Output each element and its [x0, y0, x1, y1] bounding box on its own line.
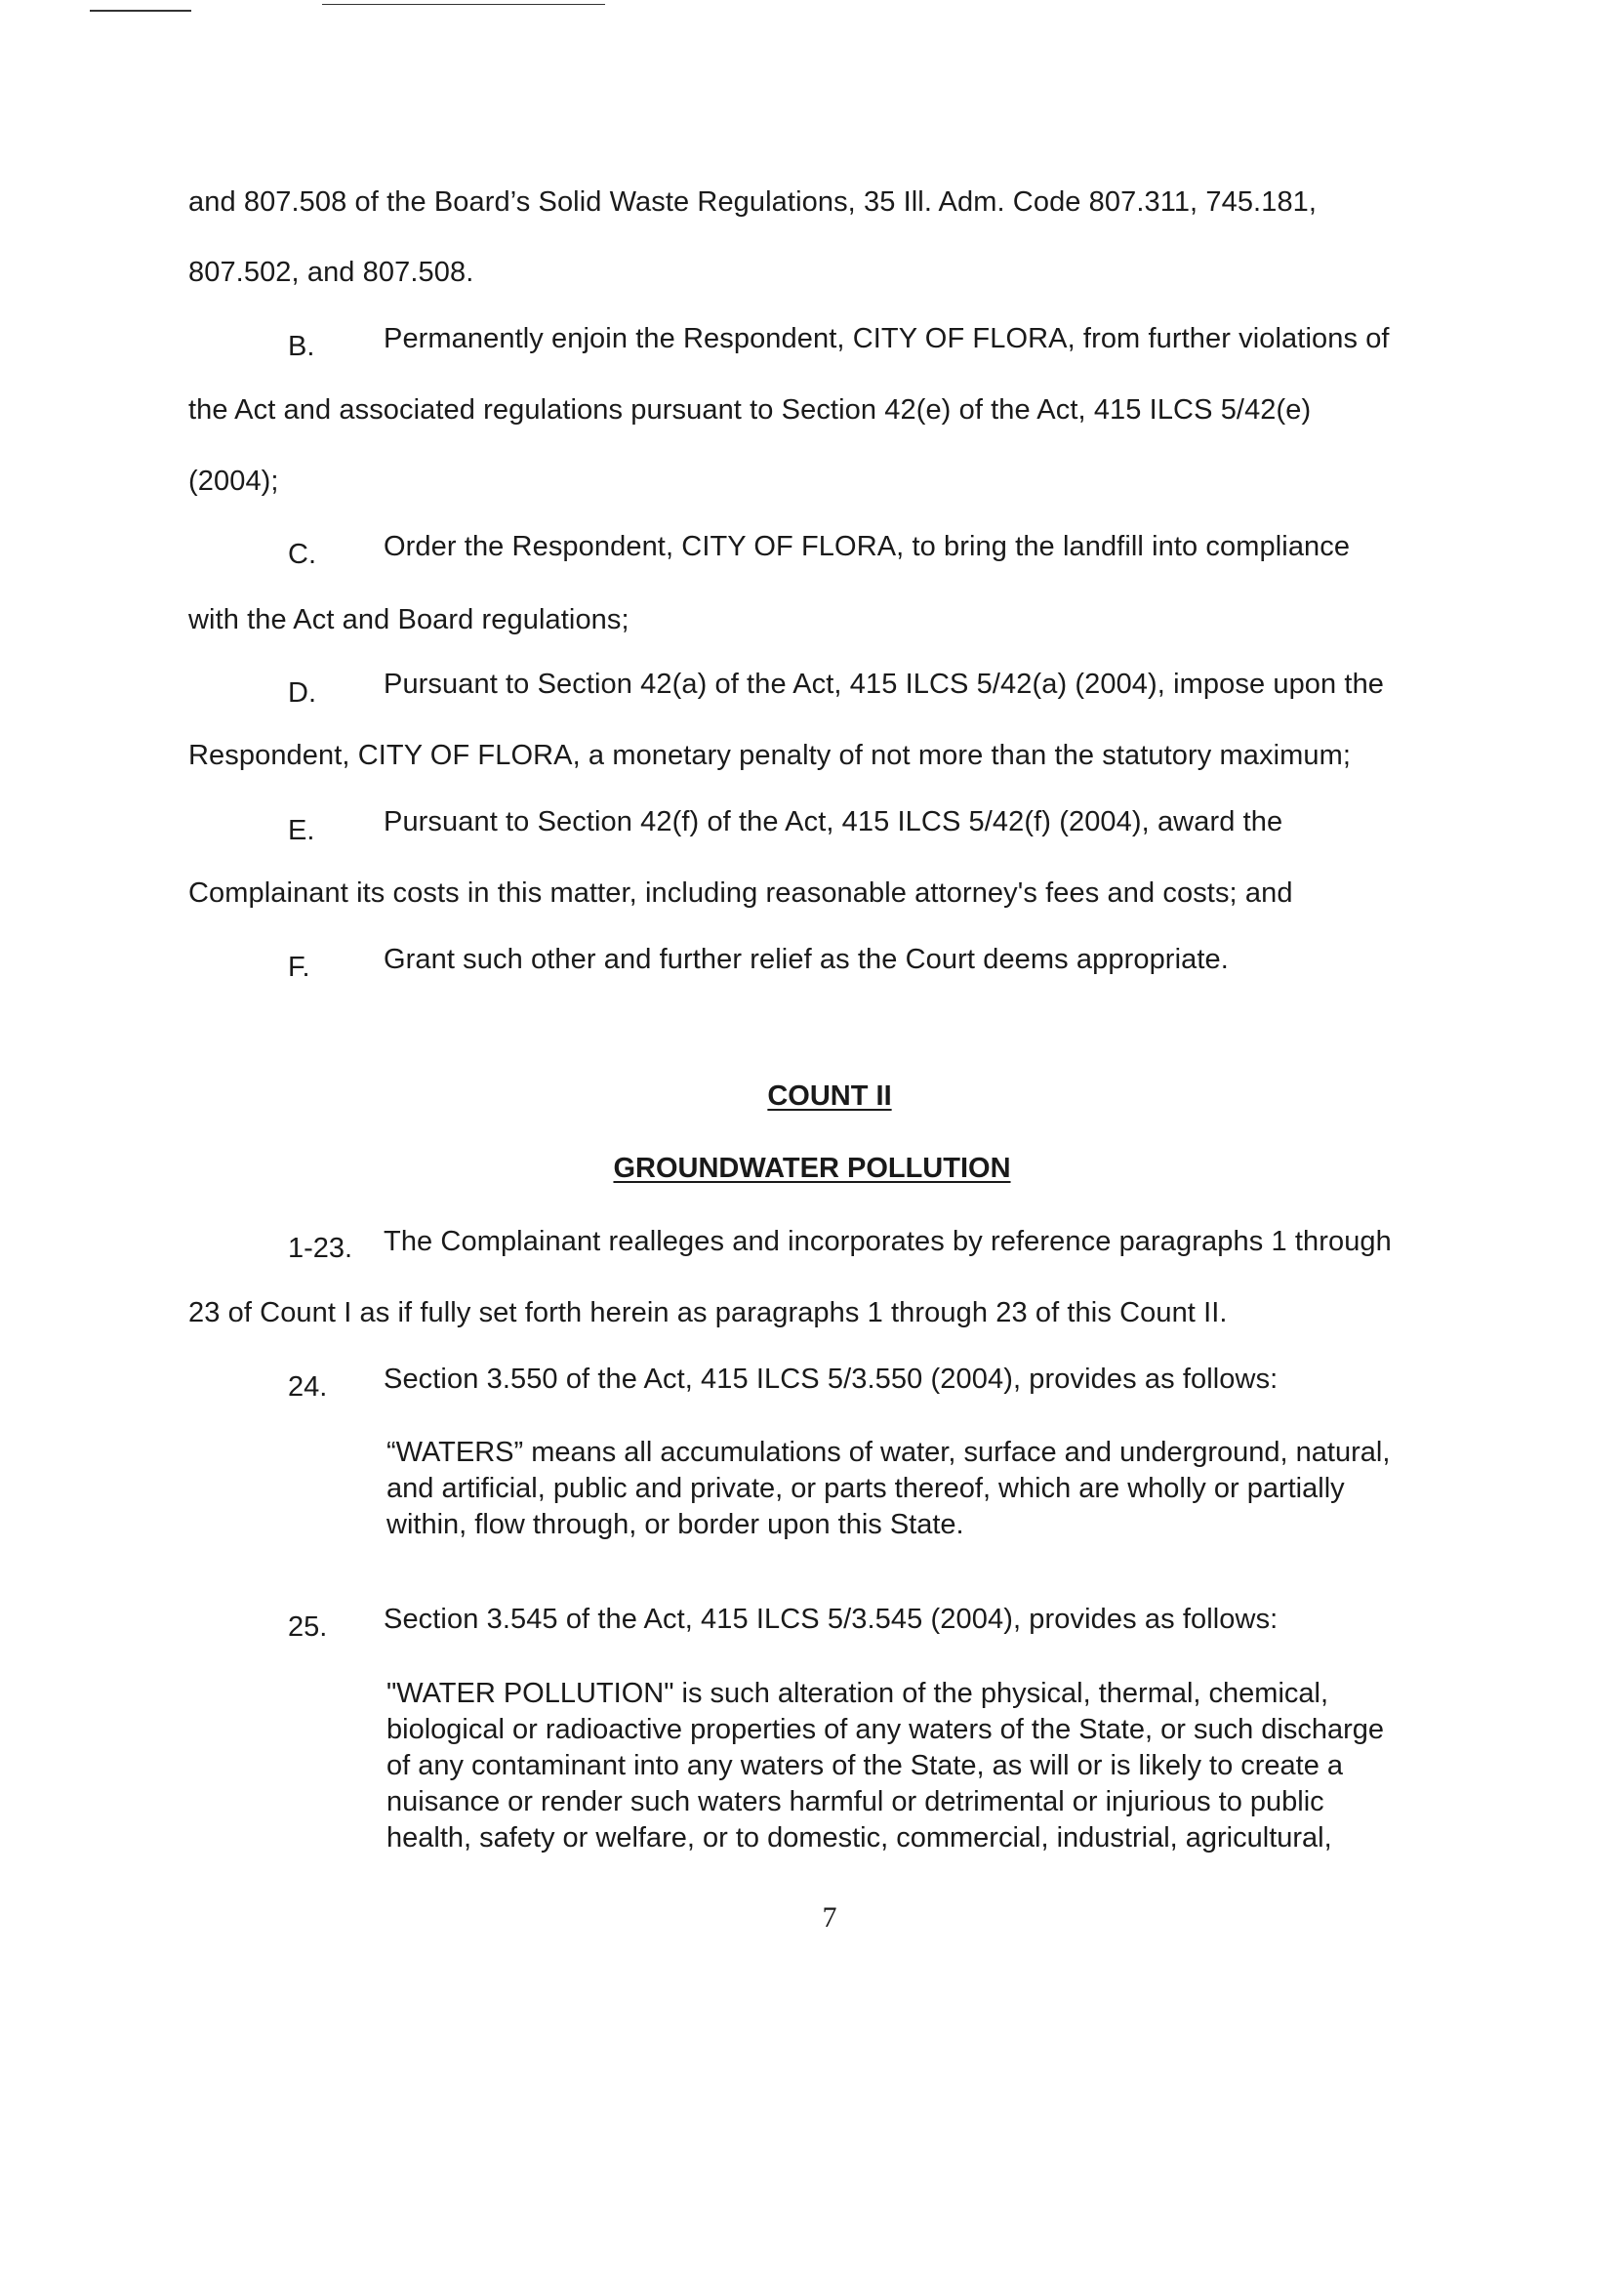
- paragraph-24-line-1: Section 3.550 of the Act, 415 ILCS 5/3.550 (2004), provides as follows:: [384, 1364, 1279, 1395]
- quote-line: "WATER POLLUTION" is such alteration of the physical, thermal, chemical,: [386, 1678, 1329, 1709]
- relief-e-line-2: Complainant its costs in this matter, including reasonable attorney's fees and costs; and: [188, 877, 1293, 909]
- relief-d-line-1: Pursuant to Section 42(a) of the Act, 415 ILCS 5/42(a) (2004), impose upon the: [384, 669, 1385, 700]
- count-title: COUNT II: [767, 1080, 892, 1112]
- quote-line: of any contaminant into any waters of the State, as will or is likely to create a: [386, 1750, 1344, 1781]
- water-pollution-definition-quote: [386, 1676, 1460, 1856]
- count-subtitle: GROUNDWATER POLLUTION: [613, 1153, 1011, 1184]
- page-number: 7: [822, 1901, 837, 1934]
- header-rule-right: [322, 4, 605, 5]
- paragraph-24-label: 24.: [288, 1371, 328, 1403]
- paragraph-a-line-1: and 807.508 of the Board’s Solid Waste Regulations, 35 Ill. Adm. Code 807.311, 745.181,: [188, 186, 1318, 218]
- quote-line: and artificial, public and private, or parts thereof, which are wholly or partially: [386, 1473, 1345, 1504]
- quote-line: within, flow through, or border upon this State.: [386, 1509, 964, 1540]
- relief-f-line-1: Grant such other and further relief as the Court deems appropriate.: [384, 944, 1229, 975]
- quote-line: nuisance or render such waters harmful or detrimental or injurious to public: [386, 1786, 1324, 1817]
- header-rule-left: [90, 10, 191, 12]
- relief-c-label: C.: [288, 539, 316, 570]
- relief-f-label: F.: [288, 952, 310, 983]
- waters-definition-quote: [386, 1435, 1460, 1543]
- quote-line: biological or radioactive properties of any waters of the State, or such discharge: [386, 1714, 1384, 1745]
- relief-b-line-3: (2004);: [188, 466, 279, 497]
- relief-b-label: B.: [288, 331, 315, 362]
- relief-e-line-1: Pursuant to Section 42(f) of the Act, 415 ILCS 5/42(f) (2004), award the: [384, 806, 1283, 837]
- relief-c-line-2: with the Act and Board regulations;: [188, 604, 629, 635]
- relief-b-line-2: the Act and associated regulations pursuant to Section 42(e) of the Act, 415 ILCS 5/42(e): [188, 394, 1312, 426]
- paragraph-25-line-1: Section 3.545 of the Act, 415 ILCS 5/3.545 (2004), provides as follows:: [384, 1604, 1279, 1635]
- quote-line: “WATERS” means all accumulations of water, surface and underground, natural,: [386, 1437, 1391, 1468]
- paragraph-1-23-label: 1-23.: [288, 1233, 353, 1264]
- paragraph-1-23-line-1: The Complainant realleges and incorporates by reference paragraphs 1 through: [384, 1226, 1392, 1257]
- paragraph-25-label: 25.: [288, 1611, 328, 1643]
- paragraph-1-23-line-2: 23 of Count I as if fully set forth herein as paragraphs 1 through 23 of this Count II.: [188, 1297, 1228, 1328]
- quote-line: health, safety or welfare, or to domestic, commercial, industrial, agricultural,: [386, 1822, 1332, 1854]
- relief-b-line-1: Permanently enjoin the Respondent, CITY OF FLORA, from further violations of: [384, 323, 1390, 354]
- relief-e-label: E.: [288, 815, 315, 846]
- paragraph-a-line-2: 807.502, and 807.508.: [188, 257, 474, 288]
- relief-c-line-1: Order the Respondent, CITY OF FLORA, to bring the landfill into compliance: [384, 531, 1351, 562]
- relief-d-line-2: Respondent, CITY OF FLORA, a monetary penalty of not more than the statutory maximum;: [188, 740, 1352, 771]
- relief-d-label: D.: [288, 677, 316, 709]
